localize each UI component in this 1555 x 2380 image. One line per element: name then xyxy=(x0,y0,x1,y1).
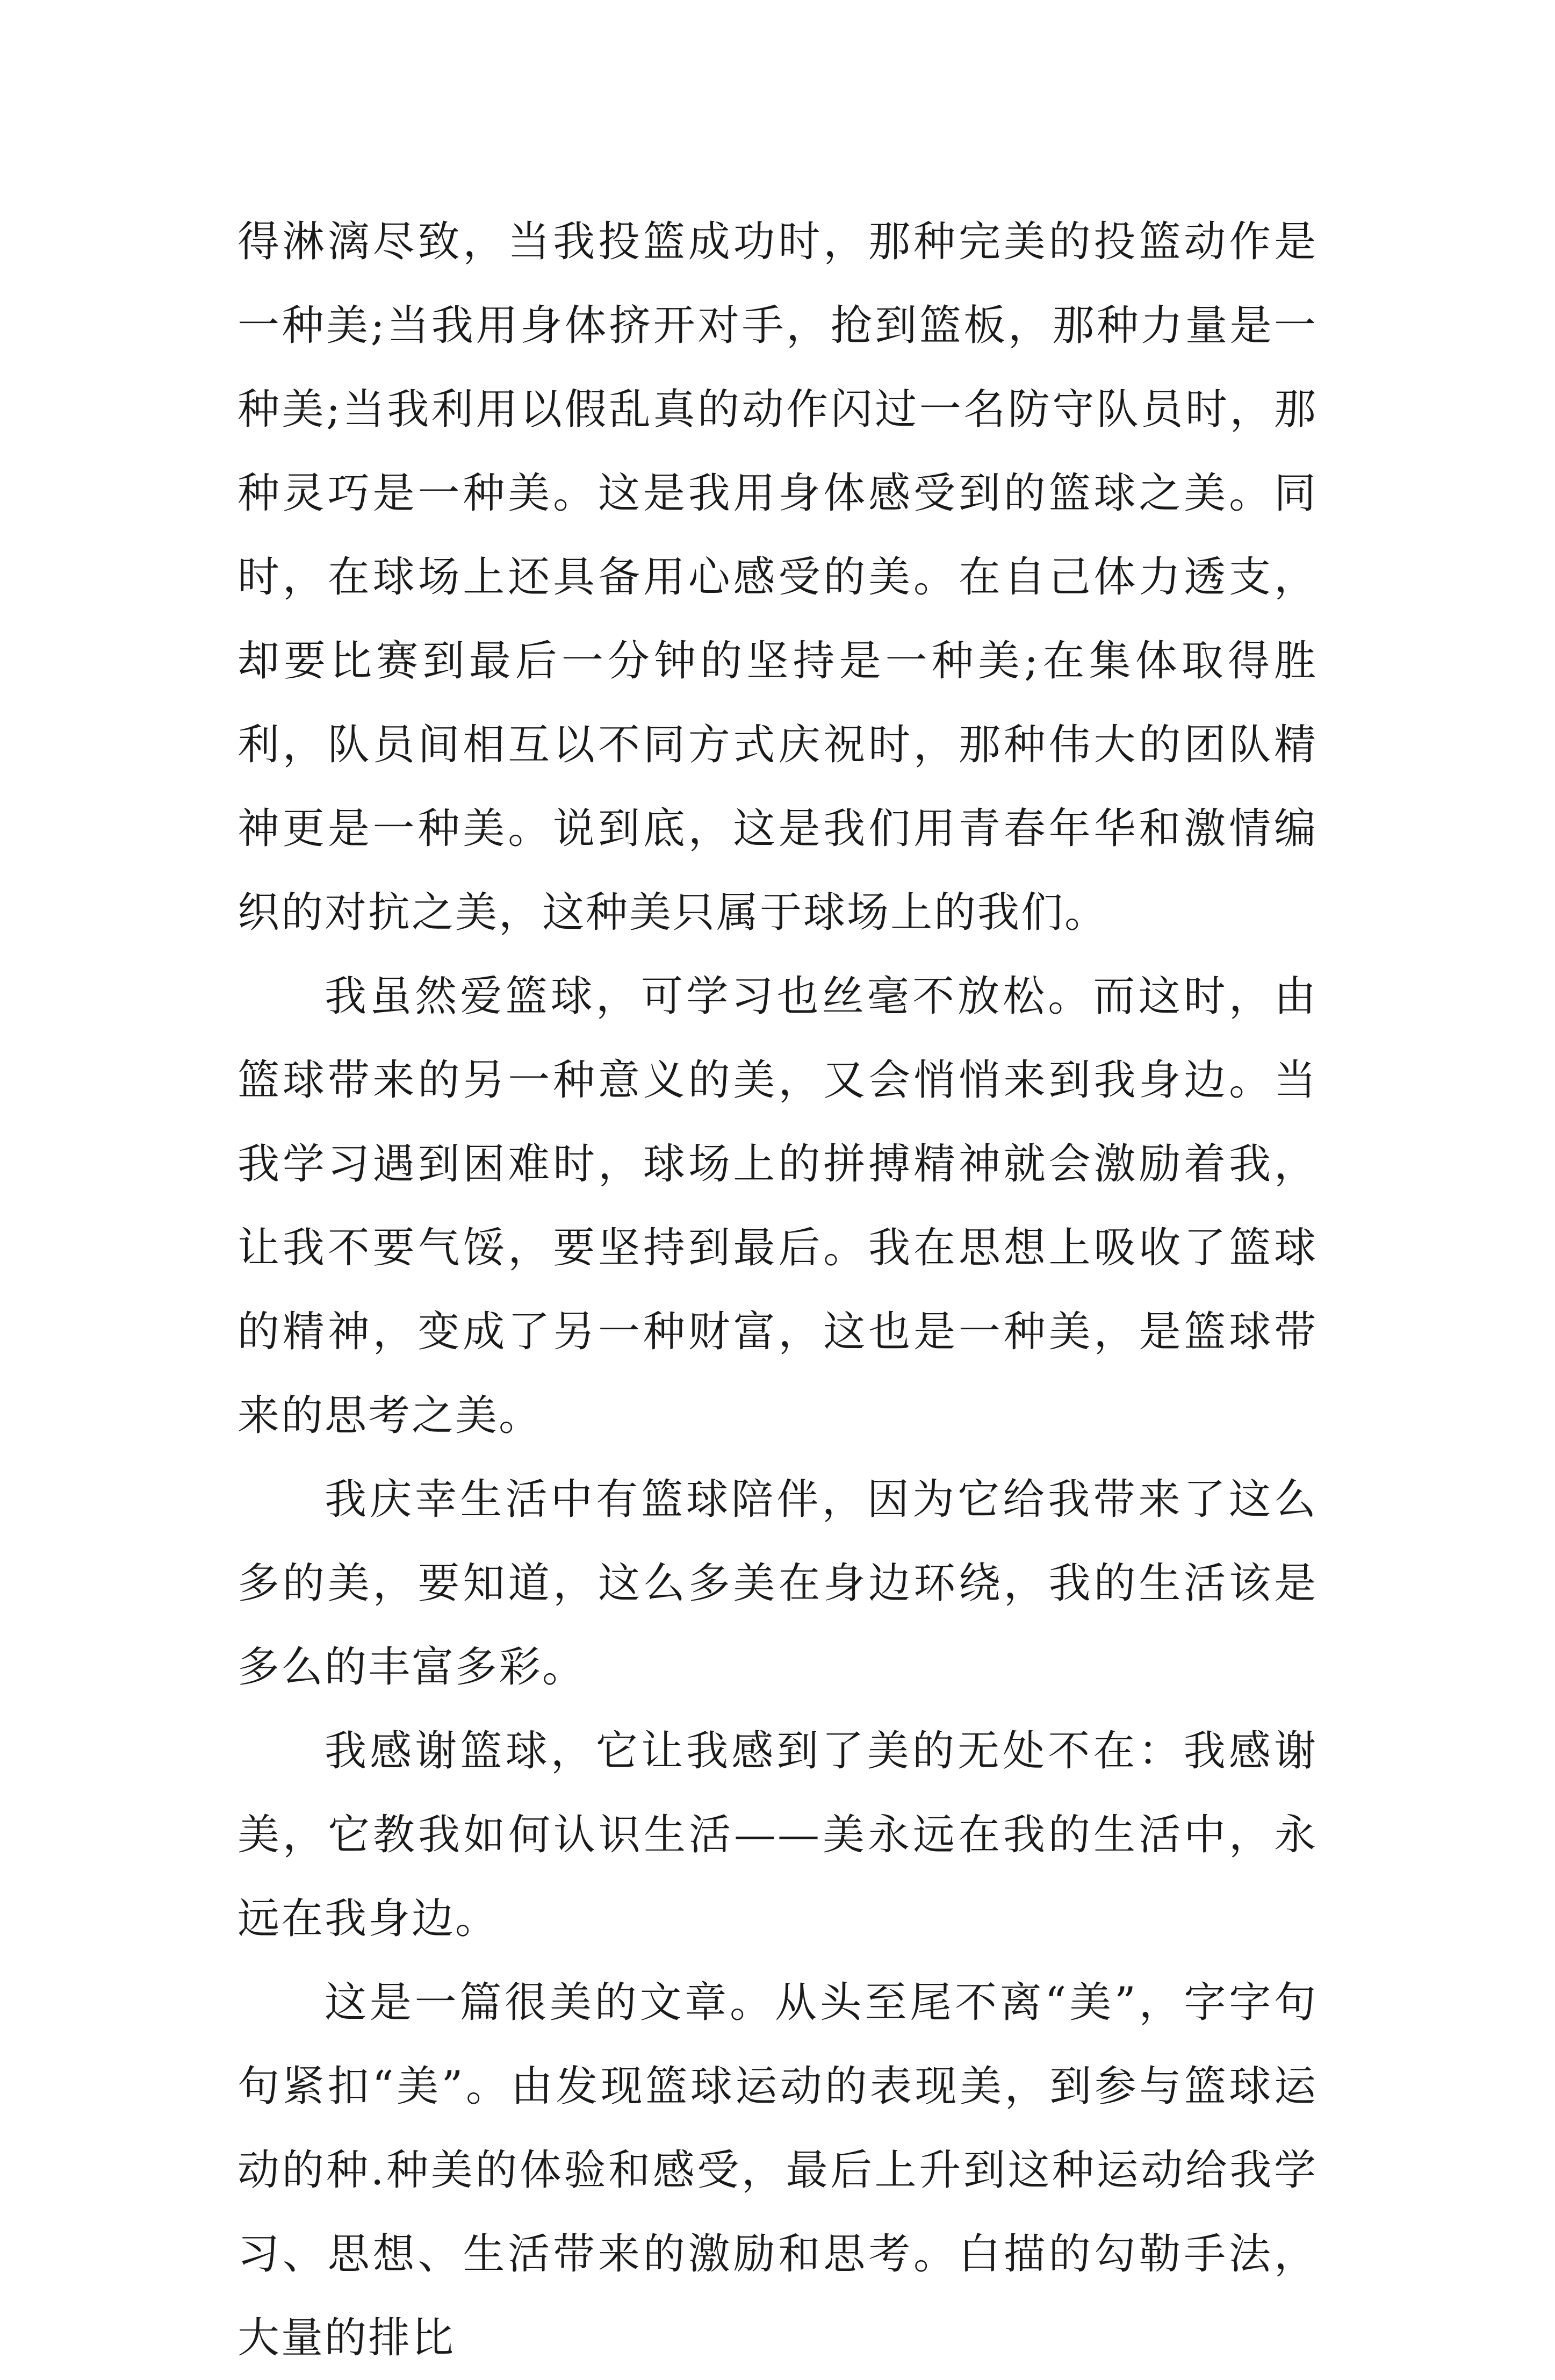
paragraph-2: 我虽然爱篮球，可学习也丝毫不放松。而这时，由篮球带来的另一种意义的美，又会悄悄来到我身边。当我学习遇到困难时，球场上的拼搏精神就会激励着我，让我不要气馁，要坚持到最后。我在思想上吸收了篮球的精神，变成了另一种财富，这也是一种美，是篮球带来的思考之美。 xyxy=(237,972,1318,1440)
paragraph-5: 这是一篇很美的文章。从头至尾不离“美”，字字句句紧扣“美”。由发现篮球运动的表现美，到参与篮球运动的种.种美的体验和感受，最后上升到这种运动给我学习、思想、生活带来的激励和思考。白描的勾勒手法，大量的排比 xyxy=(237,1978,1318,2362)
paragraph-4: 我感谢篮球，它让我感到了美的无处不在：我感谢美，它教我如何认识生活——美永远在我的生活中，永远在我身边。 xyxy=(237,1727,1318,1943)
paragraph-1: 得淋漓尽致，当我投篮成功时，那种完美的投篮动作是一种美;当我用身体挤开对手，抢到篮板，那种力量是一种美;当我利用以假乱真的动作闪过一名防守队员时，那种灵巧是一种美。这是我用身体感受到的篮球之美。同时，在球场上还具备用心感受的美。在自己体力透支，却要比赛到最后一分钟的坚持是一种美;在集体取得胜利，队员间相互以不同方式庆祝时，那种伟大的团队精神更是一种美。说到底，这是我们用青春年华和激情编织的对抗之美，这种美只属于球场上的我们。 xyxy=(237,218,1318,937)
paragraph-3: 我庆幸生活中有篮球陪伴，因为它给我带来了这么多的美，要知道，这么多美在身边环绕，我的生活该是多么的丰富多彩。 xyxy=(237,1475,1318,1691)
article-body xyxy=(237,200,1318,2380)
